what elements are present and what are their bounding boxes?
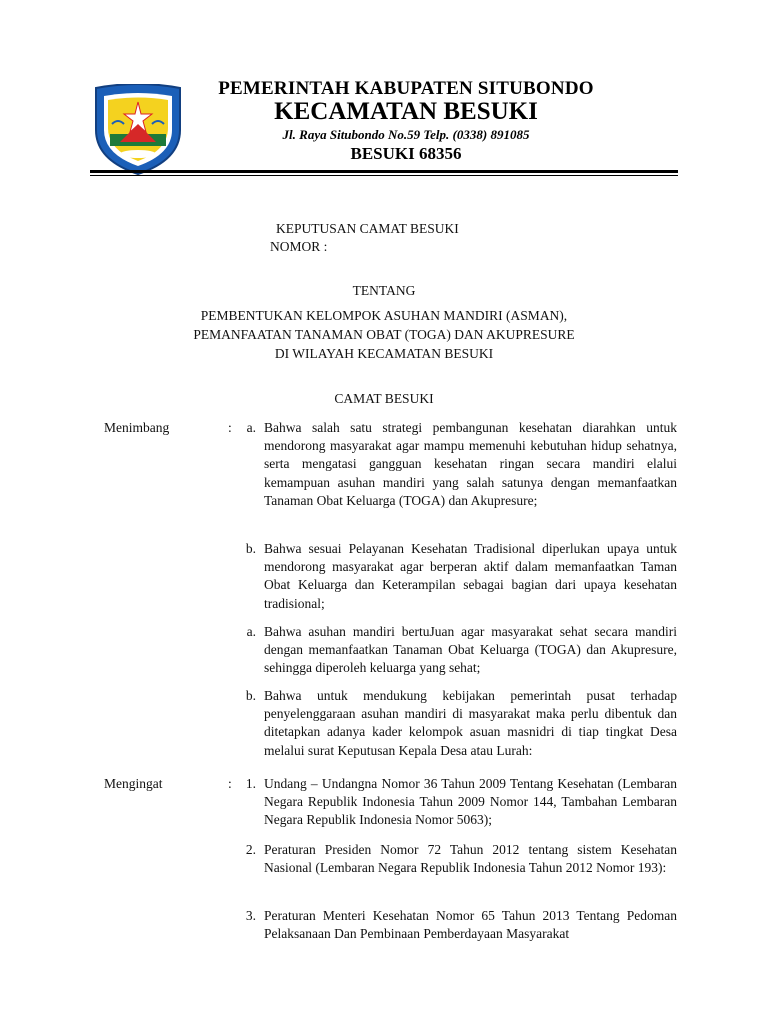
header-divider-thick bbox=[90, 170, 678, 173]
header-address: Jl. Raya Situbondo No.59 Telp. (0338) 891085 bbox=[282, 127, 530, 142]
mengingat-label: Mengingat bbox=[104, 776, 163, 791]
subject-line-2: PEMANFAATAN TANAMAN OBAT (TOGA) DAN AKUPRESURE bbox=[193, 327, 575, 342]
menimbang-marker: a. bbox=[246, 624, 256, 639]
decree-number: NOMOR : bbox=[270, 239, 328, 254]
menimbang-marker: b. bbox=[245, 688, 256, 703]
subject-line-3: DI WILAYAH KECAMATAN BESUKI bbox=[274, 346, 494, 361]
subject-line-1: PEMBENTUKAN KELOMPOK ASUHAN MANDIRI (ASMAN), bbox=[200, 308, 568, 323]
about-heading: TENTANG bbox=[352, 283, 416, 298]
header-postal: BESUKI 68356 bbox=[350, 144, 462, 163]
decree-title: KEPUTUSAN CAMAT BESUKI bbox=[276, 221, 459, 236]
menimbang-item: Bahwa asuhan mandiri bertuJuan agar masyarakat sehat secara mandiri dengan memanfaatkan Tanaman Obat Keluarga (TOGA) dan Akupresure, sehingga diperoleh keluarga yang sehat; bbox=[264, 624, 677, 676]
issuer-heading: CAMAT BESUKI bbox=[334, 391, 434, 406]
mengingat-item: Peraturan Presiden Nomor 72 Tahun 2012 tentang sistem Kesehatan Nasional (Lembaran Negara Republik Indonesia Tahun 2012 Nomor 193): bbox=[264, 842, 677, 876]
mengingat-item: Undang – Undangna Nomor 36 Tahun 2009 Tentang Kesehatan (Lembaran Negara Republik Indonesia Tahun 2009 Nomor 144, Tambahan Lembaran Negara Republik Indonesia Nomor 5063); bbox=[264, 776, 677, 828]
header-government: PEMERINTAH KABUPATEN SITUBONDO bbox=[218, 78, 594, 99]
menimbang-label: Menimbang bbox=[104, 420, 170, 435]
menimbang-item: Bahwa untuk mendukung kebijakan pemerintah pusat terhadap penyelenggaraan asuhan mandiri di masyarakat maka perlu dibentuk dan ditetapkan adanya kader kelompok asuan masnidri di tiap tingkat Desa melalui surat Keputusan Kepala Desa atau Lurah: bbox=[264, 688, 677, 758]
mengingat-colon: : bbox=[228, 776, 232, 791]
mengingat-marker: 1. bbox=[245, 776, 256, 791]
menimbang-marker: a. bbox=[246, 420, 256, 435]
header-district: KECAMATAN BESUKI bbox=[274, 98, 538, 125]
menimbang-marker: b. bbox=[245, 541, 256, 556]
mengingat-marker: 3. bbox=[245, 908, 256, 923]
menimbang-item: Bahwa sesuai Pelayanan Kesehatan Tradisional diperlukan upaya untuk mendorong masyarakat agar berperan aktif dalam memanfaatkan Taman Obat Keluarga dan Keterampilan sebagai bagian dari upaya kesehatan tradisional; bbox=[264, 541, 677, 611]
menimbang-item: Bahwa salah satu strategi pembangunan kesehatan diarahkan untuk mendorong masyarakat agar mampu memenuhi kebutuhan hidup sehatnya, serta mengatasi gangguan kesehatan ringan secara mandiri elalui kemampuan asuhan mandiri yang salah satunya dengan memanfaatkan Tanaman Obat Keluarga (TOGA) dan Akupresure; bbox=[264, 420, 677, 508]
mengingat-marker: 2. bbox=[245, 842, 256, 857]
header-divider-thin bbox=[90, 175, 678, 176]
mengingat-item: Peraturan Menteri Kesehatan Nomor 65 Tahun 2013 Tentang Pedoman Pelaksanaan Dan Pembinaan Pemberdayaan Masyarakat bbox=[264, 908, 677, 942]
regency-emblem-icon bbox=[90, 84, 186, 176]
menimbang-colon: : bbox=[228, 420, 232, 435]
